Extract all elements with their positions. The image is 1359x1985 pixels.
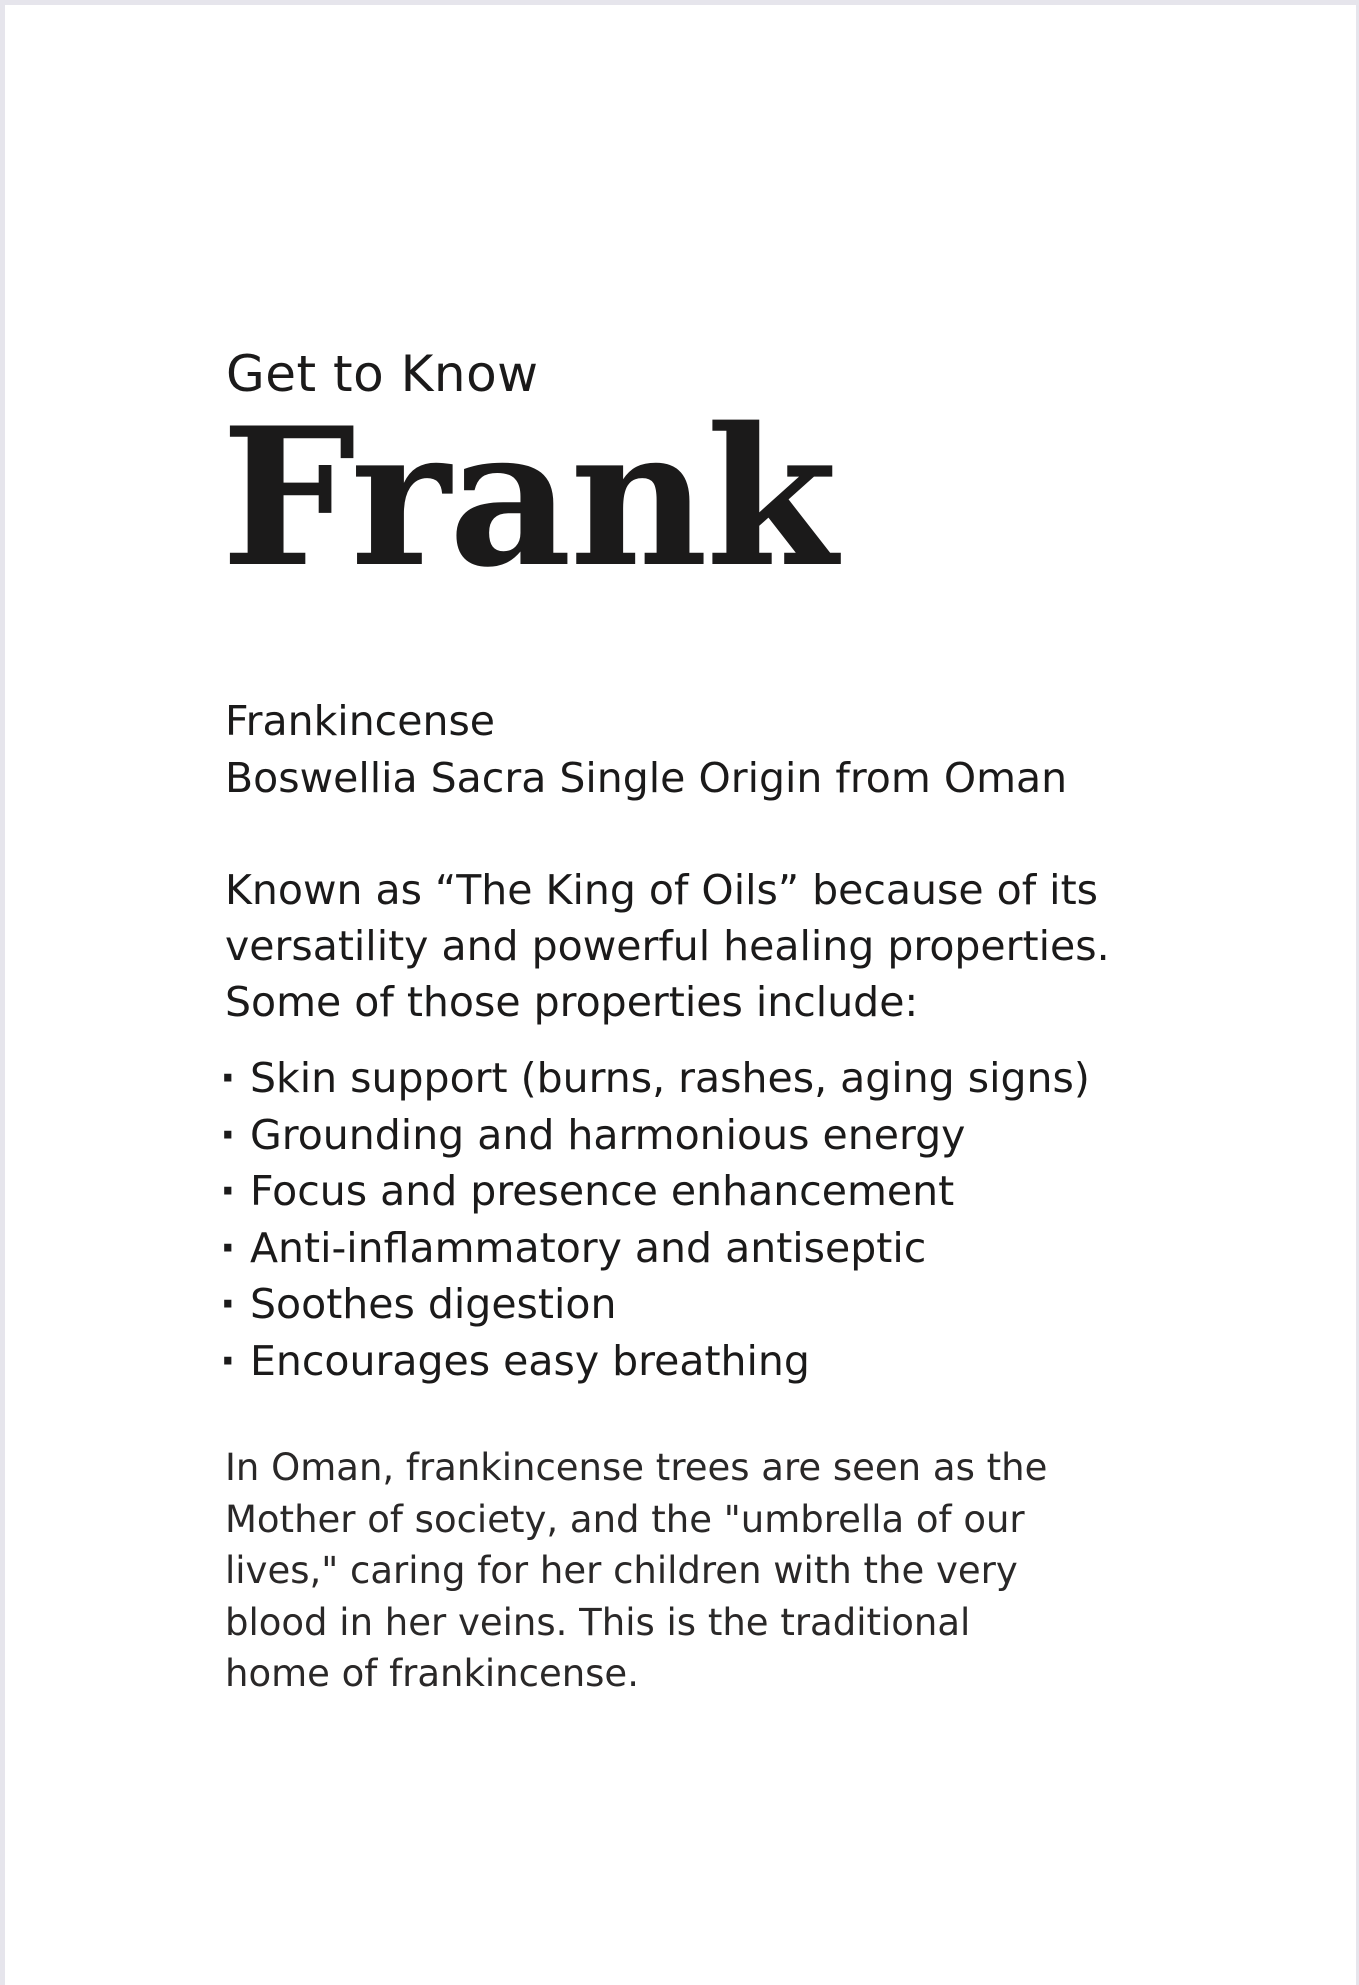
product-name: Frankincense [225,697,496,745]
bullet-icon: · [220,1280,236,1328]
intro-line: Some of those properties include: [225,978,919,1026]
list-item-label: Soothes digestion [250,1280,617,1328]
kicker-text: Get to Know [226,345,539,403]
list-item [220,1107,1090,1164]
list-item [220,1276,1090,1333]
list-item-label: Encourages easy breathing [250,1336,810,1385]
story-line: lives," caring for her children with the very [225,1549,1018,1592]
product-block [225,693,1067,807]
story-line: blood in her veins. This is the traditional [225,1600,971,1644]
story-line: home of frankincense. [225,1652,639,1695]
intro-paragraph [225,862,1110,1030]
list-item-label: Anti-inflammatory and antiseptic [250,1223,927,1272]
story-line: Mother of society, and the "umbrella of our [225,1497,1025,1541]
story-paragraph [225,1442,1047,1700]
bullet-icon: · [220,1336,236,1385]
bullet-icon: · [220,1167,236,1215]
list-item [220,1333,1090,1390]
bullet-icon: · [220,1054,236,1102]
bullet-icon: · [220,1223,236,1272]
document-card [5,5,1356,1985]
list-item [220,1220,1090,1277]
list-item-label: Focus and presence enhancement [250,1167,955,1215]
properties-list [220,1050,1090,1389]
story-line: In Oman, frankincense trees are seen as the [225,1446,1048,1489]
list-item-label: Skin support (burns, rashes, aging signs) [250,1054,1090,1102]
list-item [220,1163,1090,1220]
bullet-icon: · [220,1110,236,1159]
product-origin: Boswellia Sacra Single Origin from Oman [225,754,1068,802]
brand-title: Frank [221,386,836,609]
list-item-label: Grounding and harmonious energy [250,1110,966,1159]
intro-line: versatility and powerful healing properties. [225,922,1110,970]
intro-line: Known as “The King of Oils” because of its [225,866,1099,914]
list-item [220,1050,1090,1107]
